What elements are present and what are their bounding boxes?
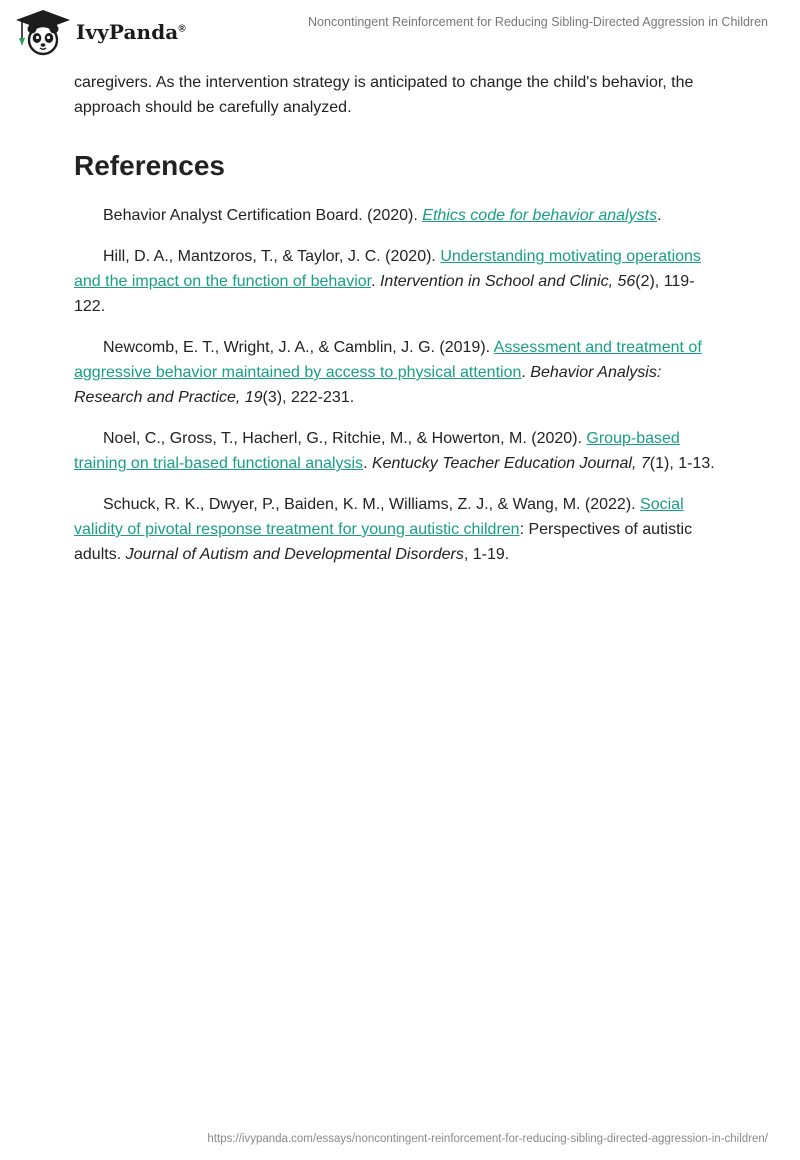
reference-link[interactable]: Understanding motivating operations and the impact on the function of behavior xyxy=(74,248,701,290)
intro-paragraph: caregivers. As the intervention strategy is anticipated to change the child's behavior, the approach should be carefully analyzed. xyxy=(74,74,694,116)
reference-journal: Intervention in School and Clinic, 56 xyxy=(379,273,636,290)
reference-item xyxy=(74,244,724,319)
reference-separator: . xyxy=(363,455,372,472)
panda-graduate-icon xyxy=(14,8,72,56)
registered-mark: ® xyxy=(178,23,186,35)
reference-pages: (1), 1-13. xyxy=(649,455,715,472)
ivypanda-logo[interactable] xyxy=(14,8,186,56)
reference-journal: Kentucky Teacher Education Journal, 7 xyxy=(371,455,650,472)
reference-authors: Behavior Analyst Certification Board. (2020). xyxy=(103,207,423,224)
reference-authors: Noel, C., Gross, T., Hacherl, G., Ritchie, M., & Howerton, M. (2020). xyxy=(103,430,587,447)
document-body xyxy=(74,70,724,583)
reference-punct: . xyxy=(657,207,662,224)
reference-link[interactable]: Group-based training on trial-based functional analysis xyxy=(74,430,680,472)
page-header xyxy=(0,0,800,66)
reference-journal: Journal of Autism and Developmental Disorders xyxy=(125,546,464,563)
reference-link[interactable]: Social validity of pivotal response treatment for young autistic children xyxy=(74,496,684,538)
reference-separator: : Perspectives of autistic adults. xyxy=(74,521,693,563)
reference-pages: , 1-19. xyxy=(463,546,510,563)
reference-separator: . xyxy=(521,364,531,381)
reference-pages: (2), 119-122. xyxy=(74,273,695,315)
reference-link[interactable]: Assessment and treatment of aggressive behavior maintained by access to physical attention xyxy=(74,339,702,381)
reference-list xyxy=(74,203,724,567)
reference-item xyxy=(74,492,724,567)
reference-item xyxy=(74,335,724,410)
reference-item xyxy=(74,203,724,228)
reference-link[interactable]: Ethics code for behavior analysts xyxy=(422,207,658,224)
reference-separator: . xyxy=(371,273,380,290)
brand-name: IvyPanda® xyxy=(76,20,186,44)
reference-pages: (3), 222-231. xyxy=(262,389,355,406)
document-title: Noncontingent Reinforcement for Reducing Sibling-Directed Aggression in Children xyxy=(308,15,768,29)
reference-journal: Behavior Analysis: Research and Practice, 19 xyxy=(74,364,662,406)
reference-authors: Hill, D. A., Mantzoros, T., & Taylor, J. C. (2020). xyxy=(103,248,441,265)
reference-authors: Schuck, R. K., Dwyer, P., Baiden, K. M., Williams, Z. J., & Wang, M. (2022). xyxy=(103,496,641,513)
references-heading: References xyxy=(74,150,225,181)
reference-item xyxy=(74,426,724,476)
source-url[interactable]: https://ivypanda.com/essays/noncontingent-reinforcement-for-reducing-sibling-directed-aggression-in-children/ xyxy=(207,1133,768,1145)
reference-authors: Newcomb, E. T., Wright, J. A., & Camblin, J. G. (2019). xyxy=(103,339,494,356)
